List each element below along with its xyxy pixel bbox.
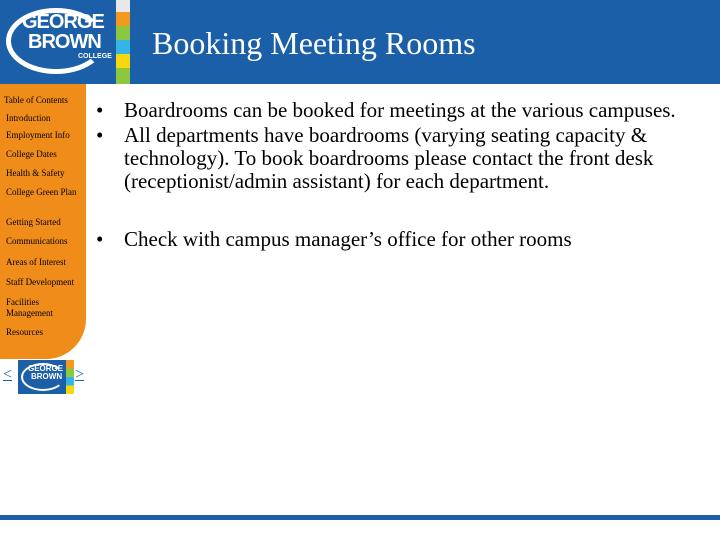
sidebar-item-facilities-management[interactable]: Facilities Management — [6, 297, 53, 318]
footer-divider — [0, 515, 720, 520]
logo-text-george: GEORGE — [22, 11, 104, 33]
bullet-text: All departments have boardrooms (varying seating capacity & technology). To book boardrooms please contact the front desk (receptionist/admin assistant) for each department. — [124, 123, 654, 193]
sidebar-item-health-safety[interactable]: Health & Safety — [6, 168, 65, 178]
color-stripe-orange — [116, 12, 130, 26]
sidebar-item-getting-started[interactable]: Getting Started — [6, 217, 61, 227]
sidebar-item-table-of-contents[interactable]: Table of Contents — [4, 95, 68, 105]
bullet-item — [96, 124, 712, 193]
bullet-text: Check with campus manager’s office for other rooms — [124, 227, 572, 251]
sidebar-item-employment-info[interactable]: Employment Info — [6, 130, 70, 140]
sidebar-item-staff-development[interactable]: Staff Development — [6, 277, 75, 287]
small-logo-text-george: GEORGE — [28, 364, 64, 373]
sidebar-item-college-dates[interactable]: College Dates — [6, 149, 57, 159]
sidebar-item-areas-of-interest[interactable]: Areas of Interest — [6, 257, 66, 267]
color-stripe-green-bottom — [116, 68, 130, 84]
color-stripe-green — [116, 26, 130, 40]
color-stripe-yellow — [116, 54, 130, 68]
sidebar-item-communications[interactable]: Communications — [6, 236, 68, 246]
color-stripe-grey — [116, 0, 130, 12]
sidebar-item-introduction[interactable]: Introduction — [6, 113, 51, 123]
slide-content — [96, 99, 712, 251]
slide-header — [0, 0, 720, 84]
george-brown-logo — [4, 6, 112, 76]
next-slide-link[interactable]: > — [75, 366, 85, 383]
bullet-item — [96, 99, 712, 122]
sidebar-item-resources[interactable]: Resources — [6, 327, 43, 337]
logo-text-brown: BROWN — [28, 31, 101, 53]
bullet-dot: • — [96, 98, 104, 122]
bullet-item — [96, 228, 712, 251]
bullet-text: Boardrooms can be booked for meetings at the various campuses. — [124, 98, 676, 122]
slide-title: Booking Meeting Rooms — [152, 25, 476, 61]
color-stripe-cyan — [116, 40, 130, 54]
small-logo-stripes — [66, 360, 74, 394]
small-logo-text-brown: BROWN — [31, 372, 63, 381]
home-logo-button[interactable] — [18, 360, 74, 394]
sidebar-item-college-green-plan[interactable]: College Green Plan — [6, 187, 77, 197]
logo-text-college: COLLEGE — [78, 53, 112, 60]
previous-slide-link[interactable]: < — [3, 366, 13, 383]
bullet-dot: • — [96, 227, 104, 251]
bullet-dot: • — [96, 123, 104, 147]
